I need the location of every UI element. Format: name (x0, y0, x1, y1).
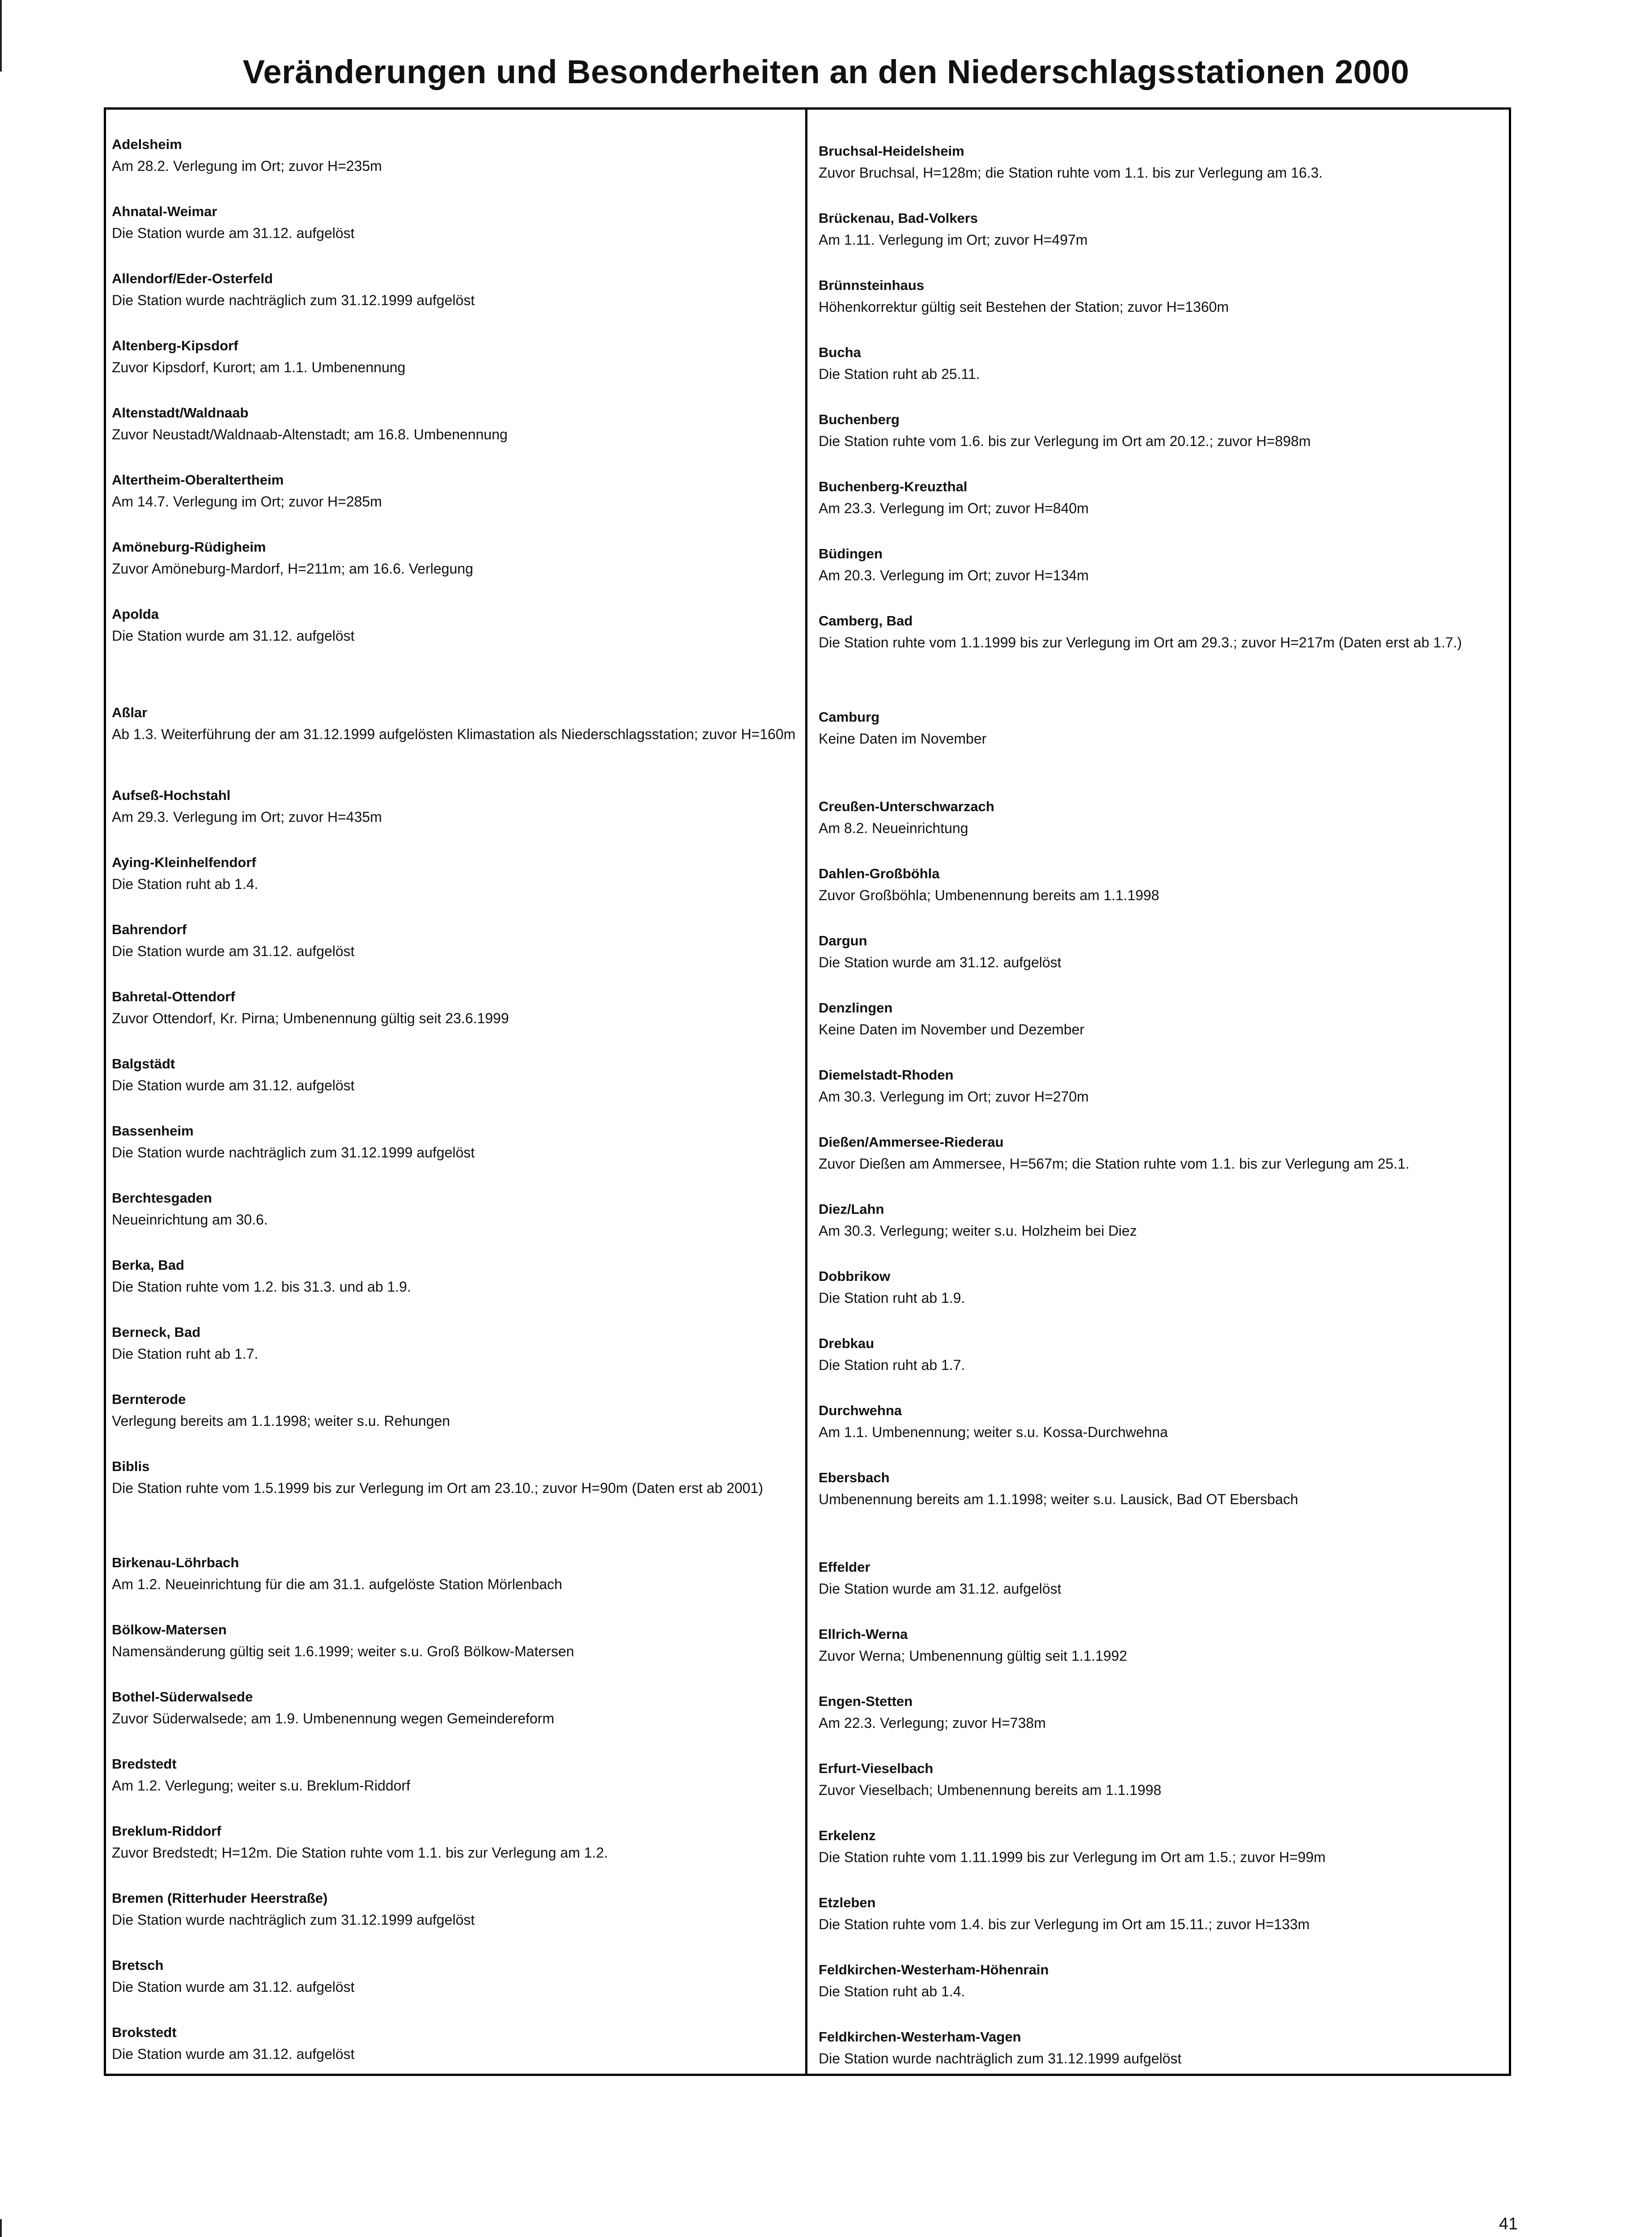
station-name: Feldkirchen-Westerham-Vagen (819, 2029, 1021, 2045)
station-name: Bretsch (112, 1957, 164, 1973)
station-note: Verlegung bereits am 1.1.1998; weiter s.u. Rehungen (112, 1413, 450, 1429)
station-name: Buchenberg-Kreuzthal (819, 479, 968, 494)
station-note: Höhenkorrektur gültig seit Bestehen der Station; zuvor H=1360m (819, 299, 1229, 315)
station-name: Buchenberg (819, 412, 900, 427)
station-name: Bassenheim (112, 1123, 194, 1139)
station-note: Die Station ruhte vom 1.4. bis zur Verlegung im Ort am 15.11.; zuvor H=133m (819, 1916, 1310, 1932)
station-entry (112, 2022, 796, 2065)
station-note: Die Station ruht ab 1.9. (819, 1290, 965, 1306)
station-entry (112, 1754, 796, 1797)
station-name: Bremen (Ritterhuder Heerstraße) (112, 1890, 328, 1906)
station-note: Am 23.3. Verlegung im Ort; zuvor H=840m (819, 500, 1089, 516)
station-entry (112, 201, 796, 244)
station-note: Die Station ruhte vom 1.11.1999 bis zur Verlegung im Ort am 1.5.; zuvor H=99m (819, 1849, 1326, 1865)
station-note: Die Station wurde nachträglich zum 31.12.1999 aufgelöst (112, 292, 475, 308)
station-name: Adelsheim (112, 136, 182, 152)
station-note: Zuvor Großböhla; Umbenennung bereits am 1.1.1998 (819, 887, 1159, 903)
station-entry (819, 1065, 1503, 1108)
station-entry (112, 1955, 796, 1998)
page-title: Veränderungen und Besonderheiten an den Niederschlagsstationen 2000 (242, 53, 1410, 90)
station-entry (819, 707, 1503, 750)
station-entry (819, 998, 1503, 1041)
station-name: Berka, Bad (112, 1257, 184, 1273)
station-entry (112, 852, 796, 895)
station-name: Aßlar (112, 705, 148, 720)
station-note: Die Station wurde nachträglich zum 31.12.1999 aufgelöst (112, 1144, 475, 1161)
station-note: Die Station wurde am 31.12. aufgelöst (112, 1979, 355, 1995)
station-name: Creußen-Unterschwarzach (819, 799, 994, 814)
station-name: Bucha (819, 344, 861, 360)
station-name: Bahrendorf (112, 922, 187, 937)
station-note: Die Station ruht ab 1.4. (112, 876, 259, 892)
station-entry (819, 1758, 1503, 1801)
station-name: Etzleben (819, 1895, 876, 1910)
station-name: Dobbrikow (819, 1268, 891, 1284)
station-name: Altenberg-Kipsdorf (112, 338, 238, 353)
station-name: Bredstedt (112, 1756, 177, 1772)
station-name: Ellrich-Werna (819, 1626, 908, 1642)
station-entry (112, 470, 796, 513)
station-entry (819, 1960, 1503, 2003)
scan-margin-mark (0, 2219, 2, 2237)
station-entry (819, 796, 1503, 839)
station-name: Berchtesgaden (112, 1190, 212, 1206)
station-entry (112, 987, 796, 1029)
station-entry (112, 403, 796, 446)
station-note: Am 28.2. Verlegung im Ort; zuvor H=235m (112, 158, 382, 174)
station-name: Effelder (819, 1559, 871, 1575)
station-note: Neueinrichtung am 30.6. (112, 1212, 268, 1228)
station-note: Zuvor Neustadt/Waldnaab-Altenstadt; am 16.8. Umbenennung (112, 426, 508, 442)
station-note: Namensänderung gültig seit 1.6.1999; weiter s.u. Groß Bölkow-Matersen (112, 1643, 574, 1659)
station-entry (819, 1624, 1503, 1667)
station-note: Am 30.3. Verlegung; weiter s.u. Holzheim bei Diez (819, 1223, 1137, 1239)
station-name: Bölkow-Matersen (112, 1622, 227, 1637)
station-name: Berneck, Bad (112, 1324, 201, 1340)
station-note: Die Station wurde am 31.12. aufgelöst (112, 225, 355, 241)
station-entry (112, 1389, 796, 1432)
station-name: Aufseß-Hochstahl (112, 787, 231, 803)
station-name: Bernterode (112, 1391, 186, 1407)
station-note: Keine Daten im November (819, 731, 987, 747)
station-name: Breklum-Riddorf (112, 1823, 221, 1839)
station-entry (819, 275, 1503, 318)
station-entry (112, 134, 796, 177)
station-entry (112, 919, 796, 962)
station-note: Die Station ruht ab 25.11. (819, 366, 980, 382)
station-note: Die Station ruht ab 1.7. (112, 1346, 259, 1362)
column-divider (805, 110, 807, 2074)
station-note: Die Station ruht ab 1.4. (819, 1983, 965, 1999)
station-note: Die Station wurde am 31.12. aufgelöst (112, 943, 355, 959)
station-name: Durchwehna (819, 1403, 902, 1418)
station-note: Zuvor Kipsdorf, Kurort; am 1.1. Umbenennung (112, 359, 406, 375)
station-entry (819, 1400, 1503, 1443)
station-name: Amöneburg-Rüdigheim (112, 539, 266, 555)
station-entry (819, 931, 1503, 974)
station-note: Die Station ruhte vom 1.1.1999 bis zur Verlegung im Ort am 29.3.; zuvor H=217m (Daten erst ab 1.7.) (819, 634, 1462, 651)
station-name: Feldkirchen-Westerham-Höhenrain (819, 1962, 1049, 1978)
station-entry (819, 141, 1503, 184)
station-name: Allendorf/Eder-Osterfeld (112, 271, 273, 286)
station-name: Drebkau (819, 1335, 875, 1351)
station-entry (819, 1557, 1503, 1600)
station-name: Erkelenz (819, 1828, 876, 1843)
station-entry (819, 476, 1503, 519)
station-entry (819, 1333, 1503, 1376)
station-entry (112, 1888, 796, 1931)
page-number: 41 (1499, 2215, 1518, 2233)
station-name: Brückenau, Bad-Volkers (819, 210, 978, 226)
station-entry (112, 1255, 796, 1298)
station-note: Zuvor Süderwalsede; am 1.9. Umbenennung wegen Gemeindereform (112, 1710, 554, 1727)
station-name: Ahnatal-Weimar (112, 204, 217, 219)
station-name: Bruchsal-Heidelsheim (819, 143, 964, 159)
station-entry (819, 2027, 1503, 2070)
station-note: Am 1.2. Verlegung; weiter s.u. Breklum-Riddorf (112, 1778, 410, 1794)
station-note: Zuvor Bruchsal, H=128m; die Station ruhte vom 1.1. bis zur Verlegung am 16.3. (819, 165, 1323, 181)
station-entry (112, 1620, 796, 1663)
station-entry (112, 268, 796, 311)
station-name: Biblis (112, 1459, 150, 1474)
station-name: Engen-Stetten (819, 1693, 913, 1709)
station-entry (112, 1188, 796, 1231)
station-entry (819, 1132, 1503, 1175)
station-name: Aying-Kleinhelfendorf (112, 855, 256, 870)
station-name: Ebersbach (819, 1470, 890, 1485)
station-note: Zuvor Ottendorf, Kr. Pirna; Umbenennung gültig seit 23.6.1999 (112, 1010, 509, 1026)
station-name: Bahretal-Ottendorf (112, 989, 235, 1004)
station-entry (819, 342, 1503, 385)
station-entry (112, 336, 796, 379)
station-name: Brünnsteinhaus (819, 277, 924, 293)
station-note: Am 22.3. Verlegung; zuvor H=738m (819, 1715, 1046, 1731)
station-note: Zuvor Werna; Umbenennung gültig seit 1.1.1992 (819, 1648, 1127, 1664)
station-entry (112, 785, 796, 828)
station-entry (112, 537, 796, 580)
station-note: Keine Daten im November und Dezember (819, 1021, 1085, 1038)
station-name: Bothel-Süderwalsede (112, 1689, 253, 1705)
station-note: Die Station wurde am 31.12. aufgelöst (112, 628, 355, 644)
station-note: Die Station wurde nachträglich zum 31.12.1999 aufgelöst (819, 2050, 1182, 2067)
station-entry (112, 1687, 796, 1730)
station-note: Die Station wurde am 31.12. aufgelöst (112, 2046, 355, 2062)
station-entry (819, 1467, 1503, 1510)
station-entry (819, 1691, 1503, 1734)
station-note: Am 8.2. Neueinrichtung (819, 820, 968, 836)
station-note: Am 1.11. Verlegung im Ort; zuvor H=497m (819, 232, 1088, 248)
station-note: Die Station ruhte vom 1.2. bis 31.3. und ab 1.9. (112, 1279, 411, 1295)
station-entry (819, 863, 1503, 906)
station-name: Balgstädt (112, 1056, 175, 1072)
station-note: Die Station wurde am 31.12. aufgelöst (112, 1077, 355, 1093)
station-note: Zuvor Dießen am Ammersee, H=567m; die Station ruhte vom 1.1. bis zur Verlegung am 25.1. (819, 1156, 1410, 1172)
station-note: Die Station ruhte vom 1.5.1999 bis zur Verlegung im Ort am 23.10.; zuvor H=90m (Daten erst ab 2001) (112, 1480, 763, 1496)
station-note: Ab 1.3. Weiterführung der am 31.12.1999 aufgelösten Klimastation als Niederschlagsstation; zuvor H=160m (112, 726, 796, 742)
station-name: Diemelstadt-Rhoden (819, 1067, 954, 1083)
station-entry (819, 1825, 1503, 1868)
station-note: Zuvor Vieselbach; Umbenennung bereits am 1.1.1998 (819, 1782, 1162, 1798)
station-name: Altertheim-Oberaltertheim (112, 472, 284, 488)
station-note: Die Station ruhte vom 1.6. bis zur Verlegung im Ort am 20.12.; zuvor H=898m (819, 433, 1311, 449)
station-entry (112, 1322, 796, 1365)
station-name: Dießen/Ammersee-Riederau (819, 1134, 1004, 1150)
station-entry (819, 409, 1503, 452)
station-note: Am 14.7. Verlegung im Ort; zuvor H=285m (112, 493, 382, 510)
station-name: Birkenau-Löhrbach (112, 1555, 239, 1570)
station-entry (112, 702, 796, 745)
station-entry (112, 1121, 796, 1164)
station-entry (112, 1821, 796, 1864)
station-entry (112, 604, 796, 647)
station-name: Diez/Lahn (819, 1201, 884, 1217)
station-name: Erfurt-Vieselbach (819, 1761, 934, 1776)
station-entry (112, 1552, 796, 1595)
station-entry (819, 544, 1503, 587)
station-note: Die Station ruht ab 1.7. (819, 1357, 965, 1373)
station-name: Denzlingen (819, 1000, 893, 1016)
station-note: Am 1.1. Umbenennung; weiter s.u. Kossa-Durchwehna (819, 1424, 1168, 1440)
station-entry (819, 1266, 1503, 1309)
station-entry (819, 1893, 1503, 1935)
station-name: Camburg (819, 709, 880, 725)
station-name: Dargun (819, 933, 867, 948)
station-name: Apolda (112, 606, 159, 622)
station-note: Zuvor Bredstedt; H=12m. Die Station ruhte vom 1.1. bis zur Verlegung am 1.2. (112, 1845, 608, 1861)
station-note: Die Station wurde am 31.12. aufgelöst (819, 954, 1062, 970)
station-entry (112, 1054, 796, 1097)
station-entry (819, 208, 1503, 251)
station-entry (819, 1199, 1503, 1242)
station-name: Altenstadt/Waldnaab (112, 405, 249, 421)
station-note: Am 20.3. Verlegung im Ort; zuvor H=134m (819, 567, 1089, 583)
station-entry (819, 611, 1503, 654)
station-name: Büdingen (819, 546, 883, 561)
station-name: Brokstedt (112, 2024, 177, 2040)
station-note: Umbenennung bereits am 1.1.1998; weiter s.u. Lausick, Bad OT Ebersbach (819, 1491, 1299, 1507)
station-name: Dahlen-Großböhla (819, 866, 940, 881)
station-note: Am 30.3. Verlegung im Ort; zuvor H=270m (819, 1089, 1089, 1105)
station-name: Camberg, Bad (819, 613, 913, 629)
station-note: Die Station wurde nachträglich zum 31.12.1999 aufgelöst (112, 1912, 475, 1928)
station-note: Die Station wurde am 31.12. aufgelöst (819, 1581, 1062, 1597)
station-note: Zuvor Amöneburg-Mardorf, H=211m; am 16.6. Verlegung (112, 561, 473, 577)
station-entry (112, 1456, 796, 1499)
station-note: Am 29.3. Verlegung im Ort; zuvor H=435m (112, 809, 382, 825)
station-note: Am 1.2. Neueinrichtung für die am 31.1. aufgelöste Station Mörlenbach (112, 1576, 562, 1592)
